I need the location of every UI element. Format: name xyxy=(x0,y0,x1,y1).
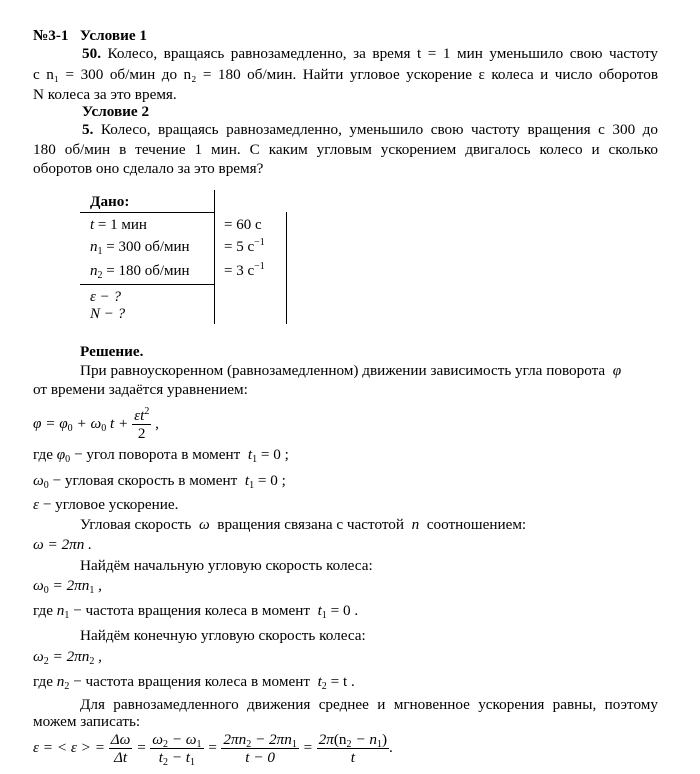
eq-phi-num: εt xyxy=(134,407,145,424)
where-omega0-end: = 0 ; xyxy=(254,472,286,489)
eq-f3-num-a: 2πn xyxy=(223,731,247,748)
eq-f2-num-a-sub: 2 xyxy=(162,739,168,750)
eq-f1-num: Δω xyxy=(110,731,131,748)
where-epsilon-text: − угловое ускорение. xyxy=(42,496,179,513)
eq-f2-den-a-sub: 2 xyxy=(162,757,168,768)
equation-omega: ω = 2πn . xyxy=(33,536,92,553)
solution-intro-2: от времени задаётся уравнением: xyxy=(33,381,248,398)
eq-epsilon-fraction-4 xyxy=(317,731,389,766)
given-n2-symbol: n xyxy=(90,263,98,279)
where-n1-t: t xyxy=(317,602,322,619)
given-si-divider xyxy=(286,212,287,324)
where-phi0-sub: 0 xyxy=(65,454,71,465)
given-n2-value: = 180 об/мин xyxy=(102,263,190,279)
where-n2-end: = t . xyxy=(326,673,355,690)
given-n1-si-exponent: −1 xyxy=(254,237,265,248)
given-n1-row xyxy=(90,238,190,256)
average-accel-line-1: Для равнозамедленного движения среднее и мгновенное ускорения равны, поэтому xyxy=(80,696,658,713)
where-n1-tsub: 1 xyxy=(321,610,327,621)
where-n2 xyxy=(33,673,355,691)
where-omega0-sub: 0 xyxy=(43,480,49,491)
omega-relation-text-a: Угловая скорость xyxy=(80,516,192,533)
eq-omega0-rhs-sub: 1 xyxy=(89,585,95,596)
where-omega0 xyxy=(33,472,286,490)
given-n2-si-value: = 3 с xyxy=(224,263,255,279)
eq-f3-num-a-sub: 2 xyxy=(246,739,252,750)
problem-id xyxy=(33,27,147,45)
eq-omega0-rhs: = 2πn xyxy=(48,577,90,594)
where-n1-text: − частота вращения колеса в момент xyxy=(73,602,310,619)
omega-relation-text-b: вращения связана с частотой xyxy=(217,516,405,533)
eq-phi-omega: + ω xyxy=(72,414,102,432)
eq-phi-tail: , xyxy=(151,414,159,432)
equation-phi xyxy=(33,407,159,442)
eq-f4-num-c-sub: 1 xyxy=(376,739,382,750)
where-epsilon xyxy=(33,496,178,514)
condition-2-title: Условие 2 xyxy=(82,103,150,120)
where-phi0-tsub: 1 xyxy=(252,454,258,465)
eq-f4-den: t xyxy=(350,749,355,766)
eq-omega0-end: , xyxy=(94,577,102,594)
given-find-epsilon: ε − ? xyxy=(90,289,122,305)
condition-1-text-1: Колесо, вращаясь равнозамедленно, за время t = 1 мин уменьшило свою частоту xyxy=(107,45,659,62)
where-n2-tsub: 2 xyxy=(321,681,327,692)
solution-intro-1 xyxy=(80,362,621,380)
equation-omega0 xyxy=(33,577,102,595)
eq-epsilon-fraction-1 xyxy=(109,731,133,766)
eq-omega0-sub: 0 xyxy=(43,585,49,596)
given-t-value: = 1 мин xyxy=(94,217,147,233)
where-phi0 xyxy=(33,446,289,464)
eq-phi-num-exp: 2 xyxy=(144,406,150,417)
condition-1-line-3: N колеса за это время. xyxy=(33,86,177,103)
condition-1-title: Условие 1 xyxy=(79,27,147,44)
where-phi0-t: t xyxy=(247,446,253,463)
where-n2-symbol: n xyxy=(56,673,65,690)
problem-number: №3-1 xyxy=(33,27,69,44)
given-t-si: = 60 с xyxy=(224,217,262,233)
solution-intro-text: При равноускоренном (равнозамедленном) движении зависимость угла поворота xyxy=(80,362,606,379)
eq-f3-num-b: − 2πn xyxy=(251,731,292,748)
where-omega0-text: − угловая скорость в момент xyxy=(52,472,238,489)
eq-epsilon-fraction-2 xyxy=(150,731,203,766)
eq-phi-den: 2 xyxy=(137,425,146,442)
omega-relation xyxy=(80,516,526,534)
where-omega0-t: t xyxy=(244,472,250,489)
given-divider xyxy=(214,190,215,324)
eq-omega2-rhs: = 2πn xyxy=(48,648,90,665)
given-n2-si-exponent: −1 xyxy=(254,261,265,272)
given-n1-si xyxy=(224,238,265,256)
eq-f2-den-b: − t xyxy=(167,749,191,766)
where-epsilon-symbol: ε xyxy=(33,496,39,513)
where-n1-end: = 0 . xyxy=(326,602,359,619)
given-t-row xyxy=(90,216,147,234)
eq-omega2-rhs-sub: 2 xyxy=(89,656,95,667)
given-n1-subscript: 1 xyxy=(97,246,103,257)
condition-2-line-3: оборотов оно сделало за это время? xyxy=(33,160,264,177)
given-find-n: N − ? xyxy=(90,306,126,322)
given-find-rule xyxy=(80,284,215,285)
eq-f2-num-a: ω xyxy=(152,731,163,748)
equation-epsilon: ε = < ε > = $\frac{\Delta\omega}{\Delta t}$ = $\frac{\omega_2 - \omega_1}{t_2 - t_1}$ = $\frac{2\pi n_2 - 2\pi n_1}{t - 0}$ = $\frac{2\pi(n_2 - n_1)}{t}$ . xyxy=(33,731,393,768)
where-n1-sub: 1 xyxy=(64,610,70,621)
given-t-symbol: t xyxy=(90,217,95,233)
where-phi0-end: = 0 ; xyxy=(257,446,289,463)
where-omega0-tsub: 1 xyxy=(249,480,255,491)
eq-f3-den: t − 0 xyxy=(245,749,275,766)
given-top-rule xyxy=(80,212,215,213)
eq-f4-num-d: ) xyxy=(381,731,388,748)
given-n2-si xyxy=(224,262,265,280)
condition-1-line-2: с n₁ = 300 об/мин до n₂ = 180 об/мин. Найти угловое ускорение ε колеса и число оборотов xyxy=(33,66,658,83)
eq-omega2-end: , xyxy=(94,648,102,665)
eq-f4-num-a: 2π xyxy=(318,731,334,748)
condition-1-number: 50. xyxy=(82,45,101,62)
omega-relation-n: n xyxy=(411,516,420,533)
where-phi0-symbol: φ xyxy=(56,446,66,463)
eq-phi-omega-sub: 0 xyxy=(101,422,107,434)
equation-omega2 xyxy=(33,648,102,666)
eq-f2-den-a: t xyxy=(158,749,163,766)
where-n1-prefix: где xyxy=(33,602,53,619)
given-n1-value: = 300 об/мин xyxy=(102,239,190,255)
eq-f2-den-b-sub: 1 xyxy=(190,757,196,768)
omega-relation-text-c: соотношением: xyxy=(426,516,527,533)
where-phi0-text: − угол поворота в момент xyxy=(73,446,241,463)
eq-f2-num-b: − ω xyxy=(167,731,197,748)
eq-epsilon-end: . xyxy=(389,738,393,756)
eq-epsilon-lhs: ε = < ε > = xyxy=(33,738,105,756)
solution-intro-phi: φ xyxy=(612,362,622,379)
find-initial-omega: Найдём начальную угловую скорость колеса: xyxy=(80,557,373,574)
where-n2-sub: 2 xyxy=(64,681,70,692)
find-final-omega: Найдём конечную угловую скорость колеса: xyxy=(80,627,366,644)
condition-1-line-1 xyxy=(82,45,658,63)
eq-omega2-sub: 2 xyxy=(43,656,49,667)
where-n2-prefix: где xyxy=(33,673,53,690)
eq-phi-lhs: φ = φ xyxy=(33,414,68,432)
condition-2-line-1 xyxy=(82,121,658,139)
condition-2-line-2: 180 об/мин в течение 1 мин. С каким угловым ускорением двигалось колесо и сколько xyxy=(33,141,658,158)
eq-f2-num-b-sub: 1 xyxy=(196,739,202,750)
average-accel-line-2: можем записать: xyxy=(33,713,141,730)
where-n2-text: − частота вращения колеса в момент xyxy=(73,673,310,690)
eq-f4-num-c: − n xyxy=(351,731,377,748)
eq-phi-fraction xyxy=(132,407,151,442)
given-n1-si-value: = 5 с xyxy=(224,239,255,255)
eq-phi-sub: 0 xyxy=(67,422,73,434)
eq-omega2-lhs: ω xyxy=(33,648,44,665)
eq-f4-num-b-sub: 2 xyxy=(346,739,352,750)
eq-epsilon-fraction-3 xyxy=(221,731,298,766)
given-title: Дано: xyxy=(90,193,130,210)
eq-f1-den: Δt xyxy=(114,749,128,766)
condition-2-number: 5. xyxy=(82,121,94,138)
given-n1-symbol: n xyxy=(90,239,98,255)
given-n2-row xyxy=(90,262,190,280)
condition-2-text-1: Колесо, вращаясь равнозамедленно, уменьшило свою частоту вращения с 300 до xyxy=(100,121,658,138)
given-n2-subscript: 2 xyxy=(97,270,103,281)
eq-omega0-lhs: ω xyxy=(33,577,44,594)
solution-title: Решение. xyxy=(80,343,144,360)
where-n1 xyxy=(33,602,358,620)
where-phi0-prefix: где xyxy=(33,446,53,463)
eq-f3-num-b-sub: 1 xyxy=(291,739,297,750)
omega-relation-symbol: ω xyxy=(198,516,210,533)
where-n2-t: t xyxy=(317,673,322,690)
eq-phi-t: t + xyxy=(106,414,133,432)
where-omega0-symbol: ω xyxy=(33,472,44,489)
eq-f4-num-b: (n xyxy=(333,731,347,748)
where-n1-symbol: n xyxy=(56,602,65,619)
